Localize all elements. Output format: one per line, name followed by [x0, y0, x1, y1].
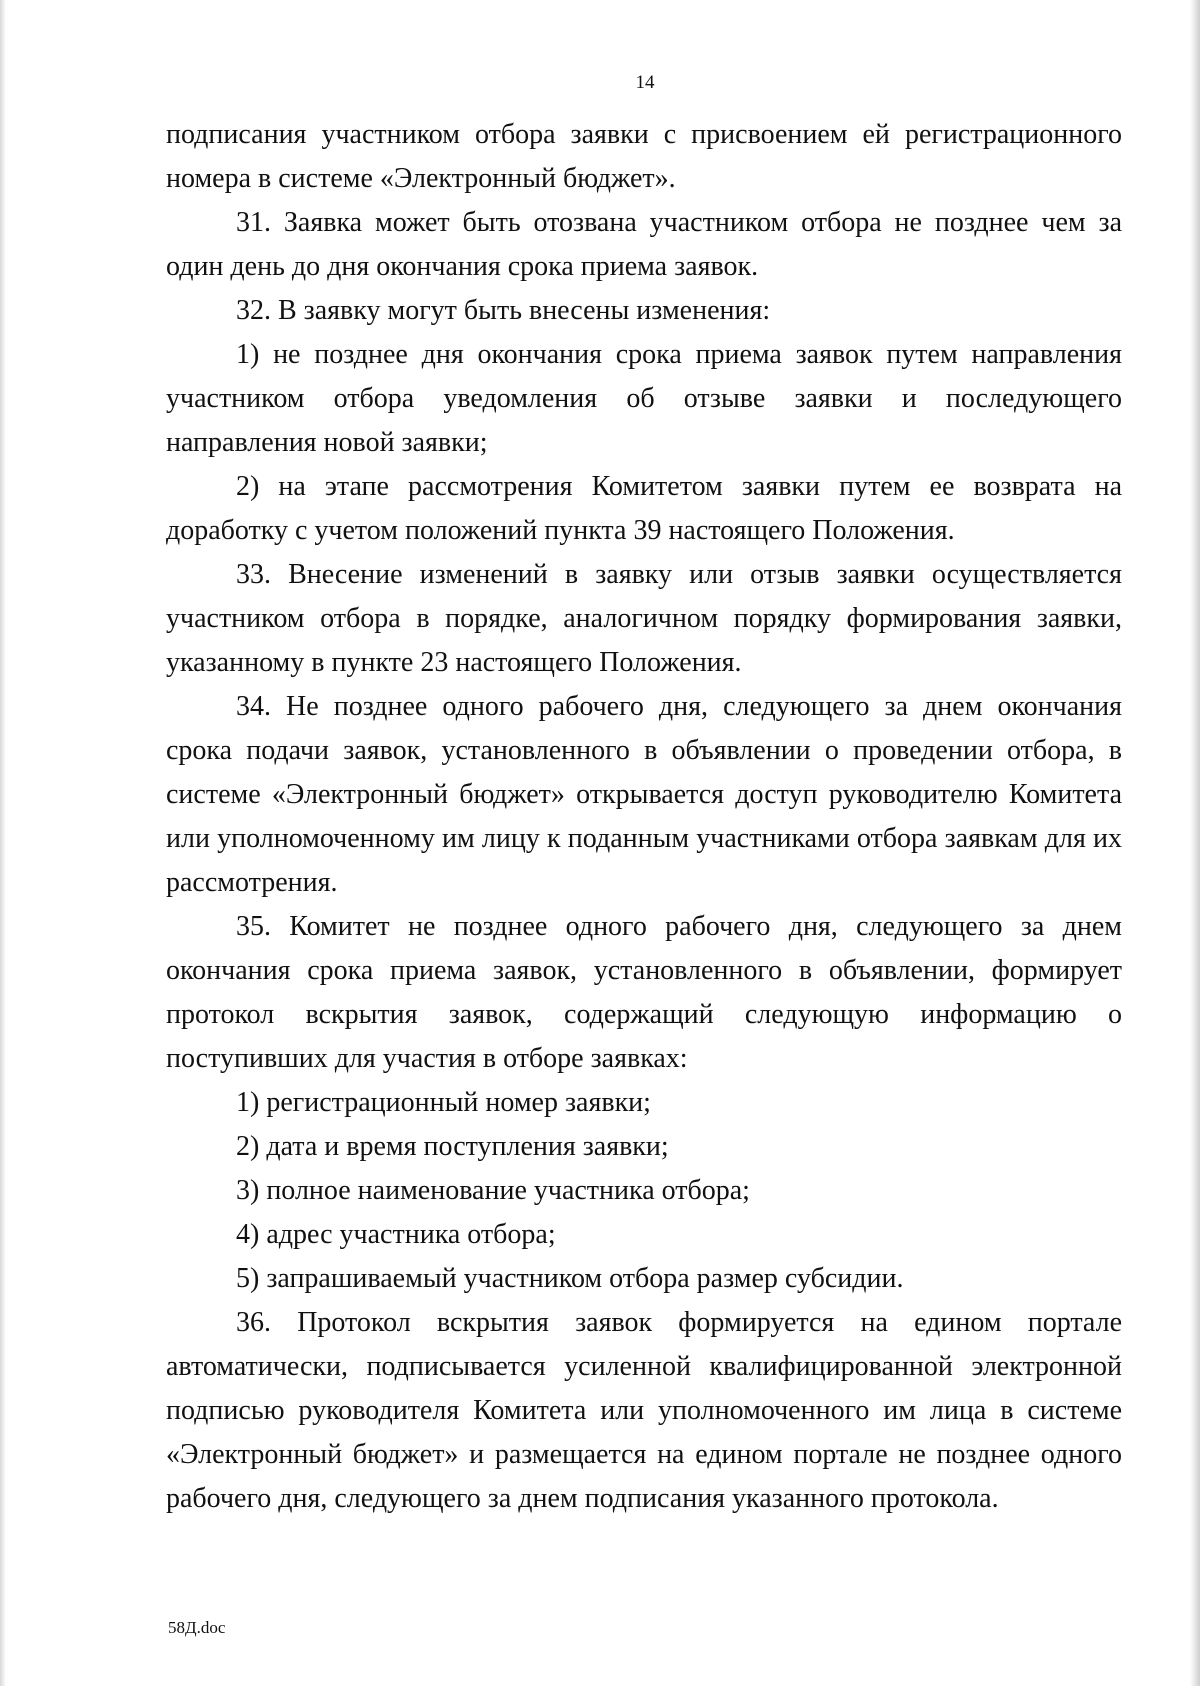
paragraph-35-item-2: 2) дата и время поступления заявки; [236, 1131, 669, 1162]
paragraph-35: 35. Комитет не позднее одного рабочего дня, следующего за днем окончания срока приема заявок, установленного в объявлении, формирует протокол вскрытия заявок, содержащий следующую информацию о поступивших для участия в отборе заявках: [166, 911, 1122, 1074]
paragraph-continuation: подписания участником отбора заявки с присвоением ей регистрационного номера в системе «Электронный бюджет». [166, 119, 1122, 194]
paragraph-35-item-4: 4) адрес участника отбора; [236, 1219, 556, 1250]
paragraph-35-item-5: 5) запрашиваемый участником отбора размер субсидии. [236, 1263, 904, 1294]
paragraph-32: 32. В заявку могут быть внесены изменения: [236, 295, 771, 326]
paragraph-36: 36. Протокол вскрытия заявок формируется на едином портале автоматически, подписывается усиленной квалифицированной электронной подписью руководителя Комитета или уполномоченного им лица в системе «Электронный бюджет» и размещается на едином портале не позднее одного рабочего дня, следующего за днем подписания указанного протокола. [166, 1307, 1122, 1514]
paragraph-31: 31. Заявка может быть отозвана участником отбора не позднее чем за один день до дня окончания срока приема заявок. [166, 207, 1122, 282]
paragraph-32-item-2: 2) на этапе рассмотрения Комитетом заявки путем ее возврата на доработку с учетом положений пункта 39 настоящего Положения. [166, 471, 1122, 546]
paragraph-35-item-1: 1) регистрационный номер заявки; [236, 1087, 651, 1118]
paragraph-35-item-3: 3) полное наименование участника отбора; [236, 1175, 750, 1206]
paragraph-33: 33. Внесение изменений в заявку или отзыв заявки осуществляется участником отбора в порядке, аналогичном порядку формирования заявки, указанному в пункте 23 настоящего Положения. [166, 559, 1122, 678]
document-body [166, 113, 1122, 1521]
paragraph-34: 34. Не позднее одного рабочего дня, следующего за днем окончания срока подачи заявок, установленного в объявлении о проведении отбора, в системе «Электронный бюджет» открывается доступ руководителю Комитета или уполномоченному им лицу к поданным участниками отбора заявкам для их рассмотрения. [166, 691, 1122, 898]
page-number: 14 [635, 72, 655, 93]
scan-edge-left [0, 0, 6, 1686]
footer-filename: 58Д.doc [168, 1618, 226, 1637]
scan-edge-right [1190, 0, 1200, 1686]
paragraph-32-item-1: 1) не позднее дня окончания срока приема заявок путем направления участником отбора уведомления об отзыве заявки и последующего направления новой заявки; [166, 339, 1122, 458]
